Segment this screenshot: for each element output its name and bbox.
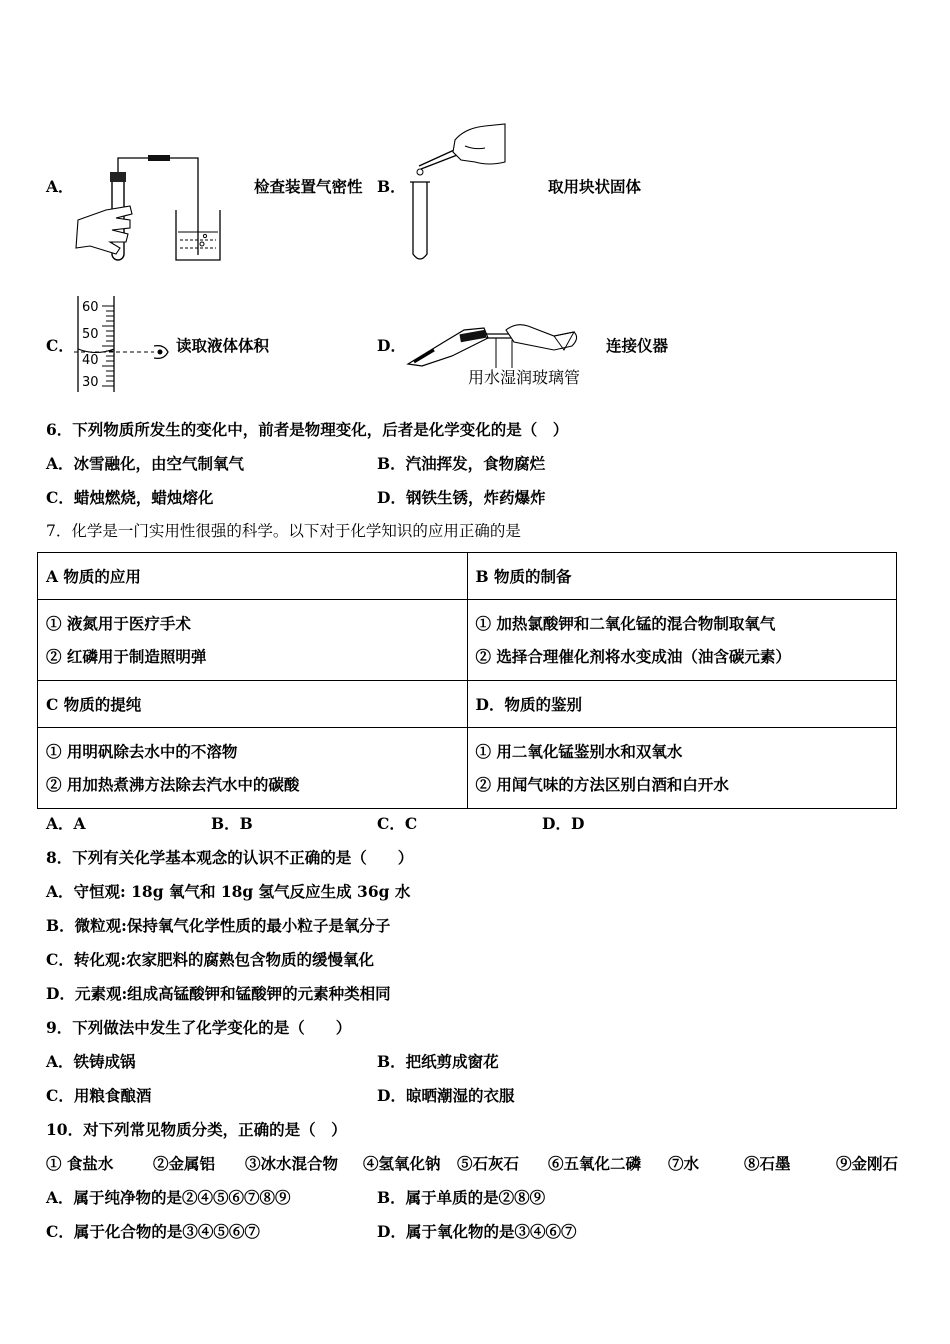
scale-30: 30 (82, 375, 99, 390)
q9-option-a: A．铁铸成锅 (46, 1052, 136, 1071)
q10-item-9: ⑨金刚石 (836, 1154, 899, 1173)
q5-d-label: 连接仪器 (606, 336, 669, 355)
q8-stem: 8．下列有关化学基本观念的认识不正确的是（ ） (46, 848, 414, 867)
q6-option-b: B．汽油挥发，食物腐烂 (377, 454, 546, 473)
q8-option-b: B．微粒观:保持氧气化学性质的最小粒子是氧分子 (46, 916, 391, 935)
q9-option-b: B．把纸剪成窗花 (377, 1052, 499, 1071)
q10-option-c: C．属于化合物的是③④⑤⑥⑦ (46, 1222, 260, 1241)
q7-stem: 7．化学是一门实用性很强的科学。以下对于化学知识的应用正确的是 (46, 522, 521, 540)
q10-item-3: ③冰水混合物 (245, 1154, 339, 1173)
q10-item-1: ① 食盐水 (46, 1154, 114, 1173)
connect-apparatus-figure (404, 316, 584, 368)
q10-item-6: ⑥五氧化二磷 (548, 1154, 642, 1173)
scale-40: 40 (82, 353, 99, 368)
q10-item-5: ⑤石灰石 (457, 1154, 520, 1173)
q5-d-letter: D． (377, 336, 406, 355)
q7-option-d: D．D (542, 814, 585, 833)
q6-option-d: D．钢铁生锈，炸药爆炸 (377, 488, 546, 507)
q7-cell-c-head: C 物质的提纯 (38, 681, 468, 728)
graduated-cylinder-figure (72, 294, 172, 394)
q9-stem: 9．下列做法中发生了化学变化的是（ ） (46, 1018, 352, 1037)
q5-a-label: 检查装置气密性 (254, 177, 363, 196)
q7-b-item-2: ② 选择合理催化剂将水变成油（油含碳元素） (475, 647, 791, 666)
q10-option-d: D．属于氧化物的是③④⑥⑦ (377, 1222, 577, 1241)
q9-option-d: D．晾晒潮湿的衣服 (377, 1086, 515, 1105)
q7-a-item-2: ② 红磷用于制造照明弹 (46, 647, 207, 666)
q6-stem: 6．下列物质所发生的变化中，前者是物理变化，后者是化学变化的是（ ） (46, 420, 569, 439)
q10-item-2: ②金属铝 (153, 1154, 216, 1173)
q7-cell-c-body (38, 728, 468, 809)
q6-option-c: C．蜡烛燃烧，蜡烛熔化 (46, 488, 214, 507)
q5-b-letter: B． (377, 177, 406, 196)
scale-60: 60 (82, 300, 99, 315)
q10-item-7: ⑦水 (668, 1154, 700, 1173)
q10-item-8: ⑧石墨 (744, 1154, 791, 1173)
q5-b-label: 取用块状固体 (548, 177, 642, 196)
q7-cell-b-head: B 物质的制备 (467, 553, 897, 600)
q7-d-item-1: ① 用二氧化锰鉴别水和双氧水 (475, 742, 683, 761)
q8-option-a: A．守恒观: 18g 氧气和 18g 氢气反应生成 36g 水 (46, 882, 411, 901)
q7-option-b: B．B (211, 814, 253, 833)
q5-d-caption: 用水湿润玻璃管 (468, 368, 581, 387)
q7-cell-b-body (467, 600, 897, 681)
q7-option-c: C．C (377, 814, 418, 833)
q10-item-4: ④氢氧化钠 (363, 1154, 441, 1173)
q7-cell-d-body (467, 728, 897, 809)
q9-option-c: C．用粮食酿酒 (46, 1086, 152, 1105)
q8-option-c: C．转化观:农家肥料的腐熟包含物质的缓慢氧化 (46, 950, 375, 969)
airtightness-apparatus-figure (70, 150, 230, 265)
q5-a-letter: A． (46, 177, 74, 196)
solid-sampling-figure (405, 122, 510, 264)
q7-table (37, 552, 897, 809)
q7-b-item-1: ① 加热氯酸钾和二氧化锰的混合物制取氧气 (475, 614, 776, 633)
q7-c-item-1: ① 用明矾除去水中的不溶物 (46, 742, 238, 761)
q7-a-item-1: ① 液氮用于医疗手术 (46, 614, 191, 633)
q10-stem: 10．对下列常见物质分类，正确的是（ ） (46, 1120, 347, 1139)
scale-50: 50 (82, 327, 99, 342)
q7-c-item-2: ② 用加热煮沸方法除去汽水中的碳酸 (46, 775, 300, 794)
q7-option-a: A．A (46, 814, 86, 833)
q5-c-label: 读取液体体积 (176, 336, 270, 355)
q7-d-item-2: ② 用闻气味的方法区别白酒和白开水 (475, 775, 729, 794)
q10-option-b: B．属于单质的是②⑧⑨ (377, 1188, 546, 1207)
q8-option-d: D．元素观:组成高锰酸钾和锰酸钾的元素种类相同 (46, 984, 391, 1003)
q10-option-a: A．属于纯净物的是②④⑤⑥⑦⑧⑨ (46, 1188, 291, 1207)
q6-option-a: A．冰雪融化，由空气制氧气 (46, 454, 245, 473)
q7-cell-d-head: D．物质的鉴别 (467, 681, 897, 728)
q5-c-letter: C． (46, 336, 74, 355)
q7-cell-a-head: A 物质的应用 (38, 553, 468, 600)
q7-cell-a-body (38, 600, 468, 681)
